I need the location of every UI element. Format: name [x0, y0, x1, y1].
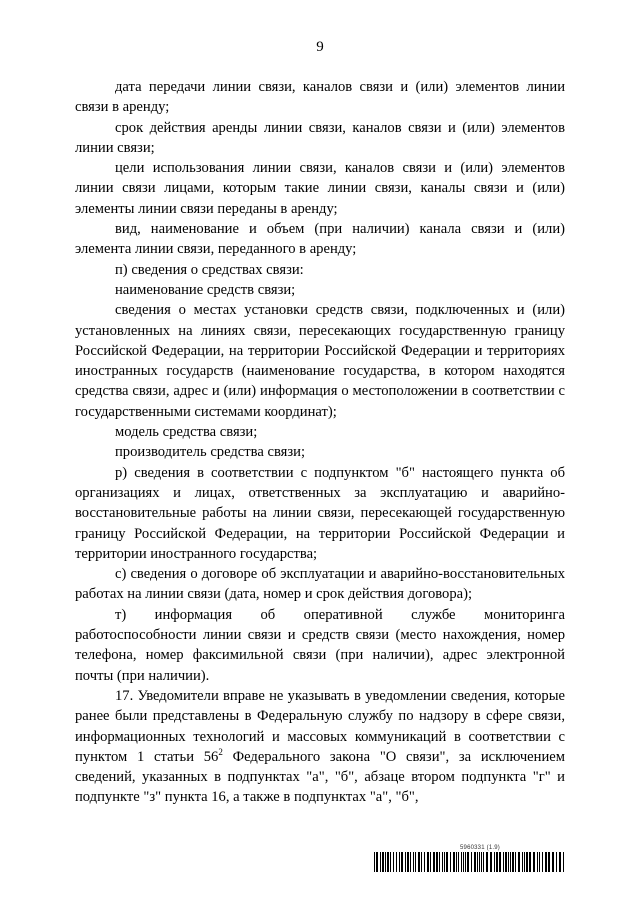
barcode-bar [552, 852, 554, 872]
barcode-bar [559, 852, 561, 872]
barcode-bar [526, 852, 528, 872]
barcode-bar [453, 852, 455, 872]
barcode-bar [508, 852, 509, 872]
barcode-bar [387, 852, 389, 872]
barcode-bar [436, 852, 438, 872]
paragraph: модель средства связи; [115, 424, 258, 441]
barcode-bar [405, 852, 406, 872]
paragraph-17-text: 17. Уведомители вправе не указывать в уведомлении сведения, которые ранее были представлены в Федеральную службу по надзору в сфере связи, информационных технологий и массовых коммуникаций в соответствии с пунктом 1 статьи 56 [75, 687, 565, 765]
barcode-bar [479, 852, 480, 872]
barcode-bar [380, 852, 381, 872]
barcode-bar [456, 852, 457, 872]
barcode-bar [486, 852, 488, 872]
barcode-bar [481, 852, 482, 872]
barcode-bar [458, 852, 459, 872]
barcode-bar [471, 852, 472, 872]
barcode-bar [401, 852, 403, 872]
barcode-bar [413, 852, 414, 872]
barcode-bar [376, 852, 378, 872]
barcode-bar [545, 852, 547, 872]
barcode-bar [463, 852, 464, 872]
barcode-bar [548, 852, 550, 872]
barcode-bar [418, 852, 420, 872]
barcode-bar [396, 852, 397, 872]
barcode-bar [512, 852, 514, 872]
paragraph: производитель средства связи; [115, 444, 306, 461]
barcode-bar [444, 852, 445, 872]
paragraph: сведения о местах установки средств связи, подключенных и (или) установленных на линиях связи, пересекающих государственную границу Российской Федерации, на территории Российской Федерации и территориях иностранных государств (наименование государства, в котором находятся средства связи, адрес и (или) информация о местоположении в соответствии с государственными системами координат); [75, 302, 565, 420]
barcode-bar [524, 852, 525, 872]
barcode-bar [430, 852, 431, 872]
paragraph: с) сведения о договоре об эксплуатации и аварийно-восстановительных работах на линии связи (дата, номер и срок действия договора); [75, 566, 565, 603]
barcode-bar [499, 852, 501, 872]
barcode-bar [490, 852, 492, 872]
barcode-bar [556, 852, 557, 872]
paragraph: наименование средств связи; [115, 281, 296, 298]
barcode-bar [529, 852, 531, 872]
document-code: 5960331 (1.9) [460, 845, 500, 851]
barcode-bar [461, 852, 462, 872]
barcode-bar [439, 852, 440, 872]
barcode-bar [415, 852, 416, 872]
barcode-bar [467, 852, 469, 872]
document-body [75, 77, 565, 808]
barcode-bar [393, 852, 394, 872]
paragraph: цели использования линии связи, каналов связи и (или) элементов линии связи лицами, которым такие линии связи, каналы связи и (или) элементы линии связи переданы в аренду; [75, 160, 565, 217]
barcode-bar [518, 852, 520, 872]
paragraph-17 [75, 686, 565, 808]
barcode-bar [477, 852, 478, 872]
paragraph: т) информация об оперативной службе мониторинга работоспособности линии связи и средств связи (место нахождения, номер телефона, номер факсимильной связи (при наличии), адрес электронной почты (при наличии). [75, 606, 565, 684]
barcode-bar [539, 852, 540, 872]
paragraph: дата передачи линии связи, каналов связи и (или) элементов линии связи в аренду; [75, 79, 565, 116]
barcode-bar [446, 852, 448, 872]
paragraph: р) сведения в соответствии с подпунктом "б" настоящего пункта об организациях и лицах, ответственных за эксплуатацию и аварийно-восстановительные работы на линии связи, пересекающей государственную границу Российской Федерации, на территории Российской Федерации и территории иностранного государства; [75, 464, 565, 562]
barcode-bar [427, 852, 429, 872]
barcode-bar [421, 852, 422, 872]
page-number: 9 [316, 39, 324, 55]
barcode-bar [505, 852, 507, 872]
barcode-bar [407, 852, 409, 872]
paragraph: срок действия аренды линии связи, каналов связи и (или) элементов линии связи; [75, 119, 565, 156]
superscript: 2 [218, 746, 223, 757]
barcode-image [374, 852, 566, 872]
barcode-bar [465, 852, 466, 872]
barcode-bar [494, 852, 495, 872]
barcode-bar [433, 852, 435, 872]
barcode-bar [515, 852, 516, 872]
barcode-bar [483, 852, 484, 872]
barcode-bar [374, 852, 375, 872]
barcode-bar [522, 852, 523, 872]
barcode-bar [382, 852, 384, 872]
barcode-bar [533, 852, 535, 872]
barcode-bar [385, 852, 386, 872]
barcode-bar [503, 852, 504, 872]
paragraph: п) сведения о средствах связи: [115, 261, 304, 278]
barcode-bar [410, 852, 411, 872]
barcode-bar [563, 852, 564, 872]
barcode-bar [542, 852, 543, 872]
barcode-bar [390, 852, 391, 872]
barcode-bar [399, 852, 400, 872]
barcode-bar [474, 852, 476, 872]
barcode-bar [510, 852, 511, 872]
barcode-bar [424, 852, 425, 872]
barcode-bar [442, 852, 443, 872]
paragraph-17-text-cont: Федерального закона "О связи", за исключением сведений, указанных в подпунктах "а", "б", абзаце втором подпункта "г" и подпункте "з" пункта 16, а также в подпунктах "а", "б", [75, 748, 565, 806]
barcode-bar [496, 852, 498, 872]
paragraph: вид, наименование и объем (при наличии) канала связи и (или) элемента линии связи, переданного в аренду; [75, 221, 565, 258]
barcode-bar [450, 852, 451, 872]
barcode-bar [537, 852, 538, 872]
